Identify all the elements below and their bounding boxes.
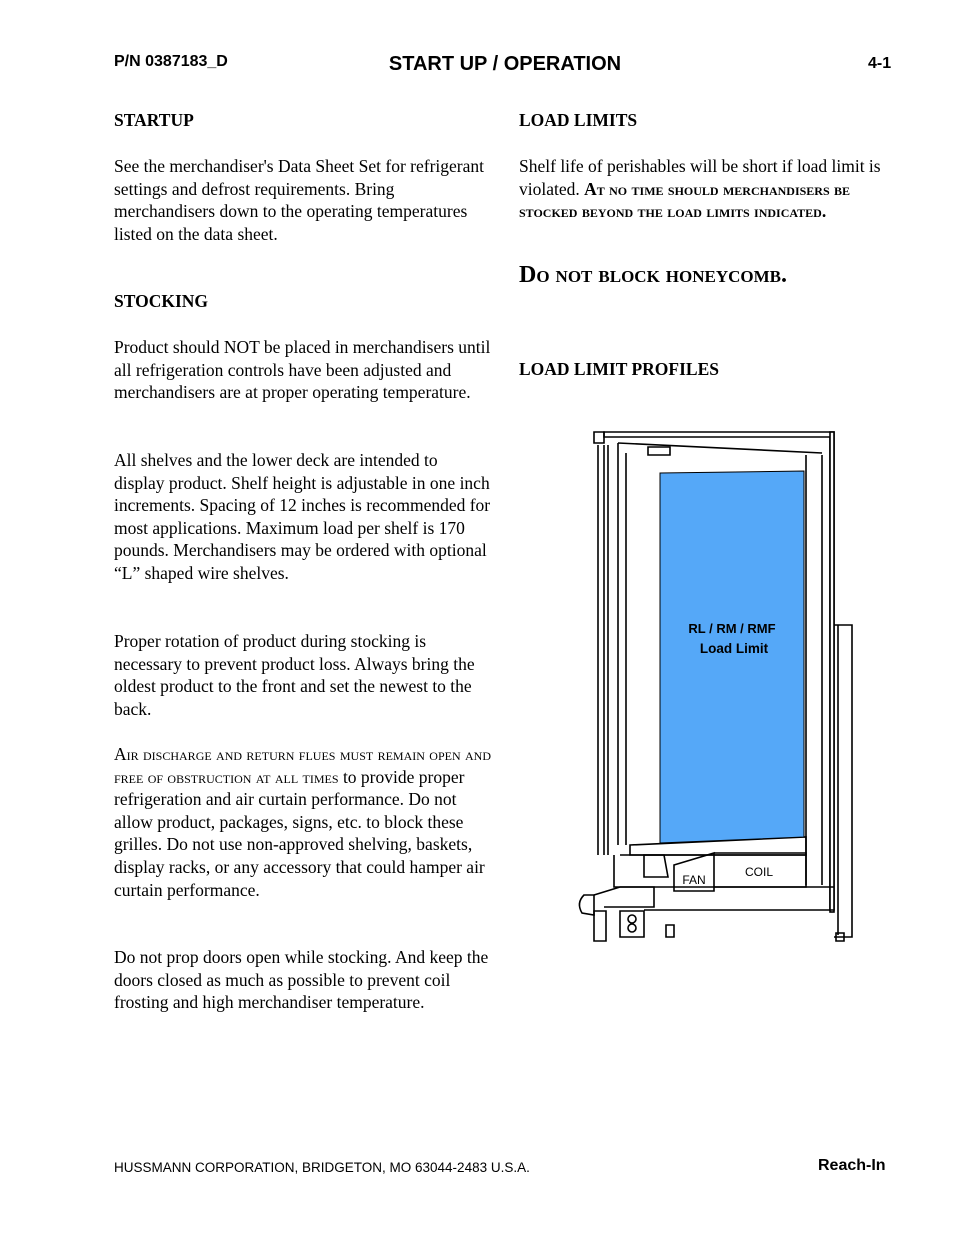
- air-flue-warning-rest: to provide proper refrigeration and air curtain performance. Do not allow product, packages, signs, etc. to block these grilles. Do not use non-approved shelving, baskets, display racks, or any accessory that could hamper air curtain performance.: [114, 766, 485, 900]
- stocking-paragraph-4: [114, 743, 492, 901]
- load-limits-warning: At no time should merchandisers be stocked beyond the load limits indicated.: [519, 178, 851, 222]
- load-limits-body: Shelf life of perishables will be short if load limit is violated.: [519, 156, 881, 199]
- footer-company: HUSSMANN CORPORATION, BRIDGETON, MO 63044-2483 U.S.A.: [114, 1160, 530, 1175]
- stocking-paragraph-3: Proper rotation of product during stocking is necessary to prevent product loss. Always bring the oldest product to the front and set the newest to the back.: [114, 631, 475, 719]
- coil-label: COIL: [744, 865, 774, 879]
- air-flue-warning: Air discharge and return flues must remain open and free of obstruction at all times: [114, 744, 491, 787]
- page-title: START UP / OPERATION: [388, 53, 622, 75]
- load-limits-heading: LOAD LIMITS: [519, 110, 638, 130]
- startup-heading: STARTUP: [114, 110, 194, 130]
- honeycomb-notice: Do not block honeycomb.: [519, 262, 788, 288]
- stocking-paragraph-1: Product should NOT be placed in merchandisers until all refrigeration controls have been adjusted and merchandisers are at proper operating temperature.: [114, 337, 491, 403]
- page-number: 4-1: [868, 55, 892, 72]
- stocking-paragraph-2: All shelves and the lower deck are intended to display product. Shelf height is adjustable in one inch increments. Spacing of 12 inches is recommended for most applications. Maximum load per shelf is 170 pounds. Merchandisers may be ordered with optional “L” shaped wire shelves.: [114, 450, 491, 583]
- load-limit-profiles-heading: LOAD LIMIT PROFILES: [519, 359, 719, 379]
- models-label: RL / RM / RMF: [688, 621, 776, 636]
- part-number: P/N 0387183_D: [114, 53, 228, 70]
- startup-text: See the merchandiser's Data Sheet Set for refrigerant settings and defrost requirements. Bring merchandisers down to the operating temperatures listed on the data sheet.: [114, 156, 485, 244]
- stocking-heading: STOCKING: [114, 291, 209, 311]
- load-limit-profile-diagram: [574, 425, 856, 945]
- load-limits-text: [519, 155, 899, 223]
- stocking-paragraph-5: Do not prop doors open while stocking. And keep the doors closed as much as possible to prevent coil frosting and high merchandiser temperature.: [114, 947, 489, 1013]
- load-limit-label: Load Limit: [699, 641, 769, 656]
- footer-product: Reach-In: [818, 1157, 886, 1174]
- fan-label: FAN: [682, 873, 706, 887]
- load-limit-zone: [660, 471, 804, 843]
